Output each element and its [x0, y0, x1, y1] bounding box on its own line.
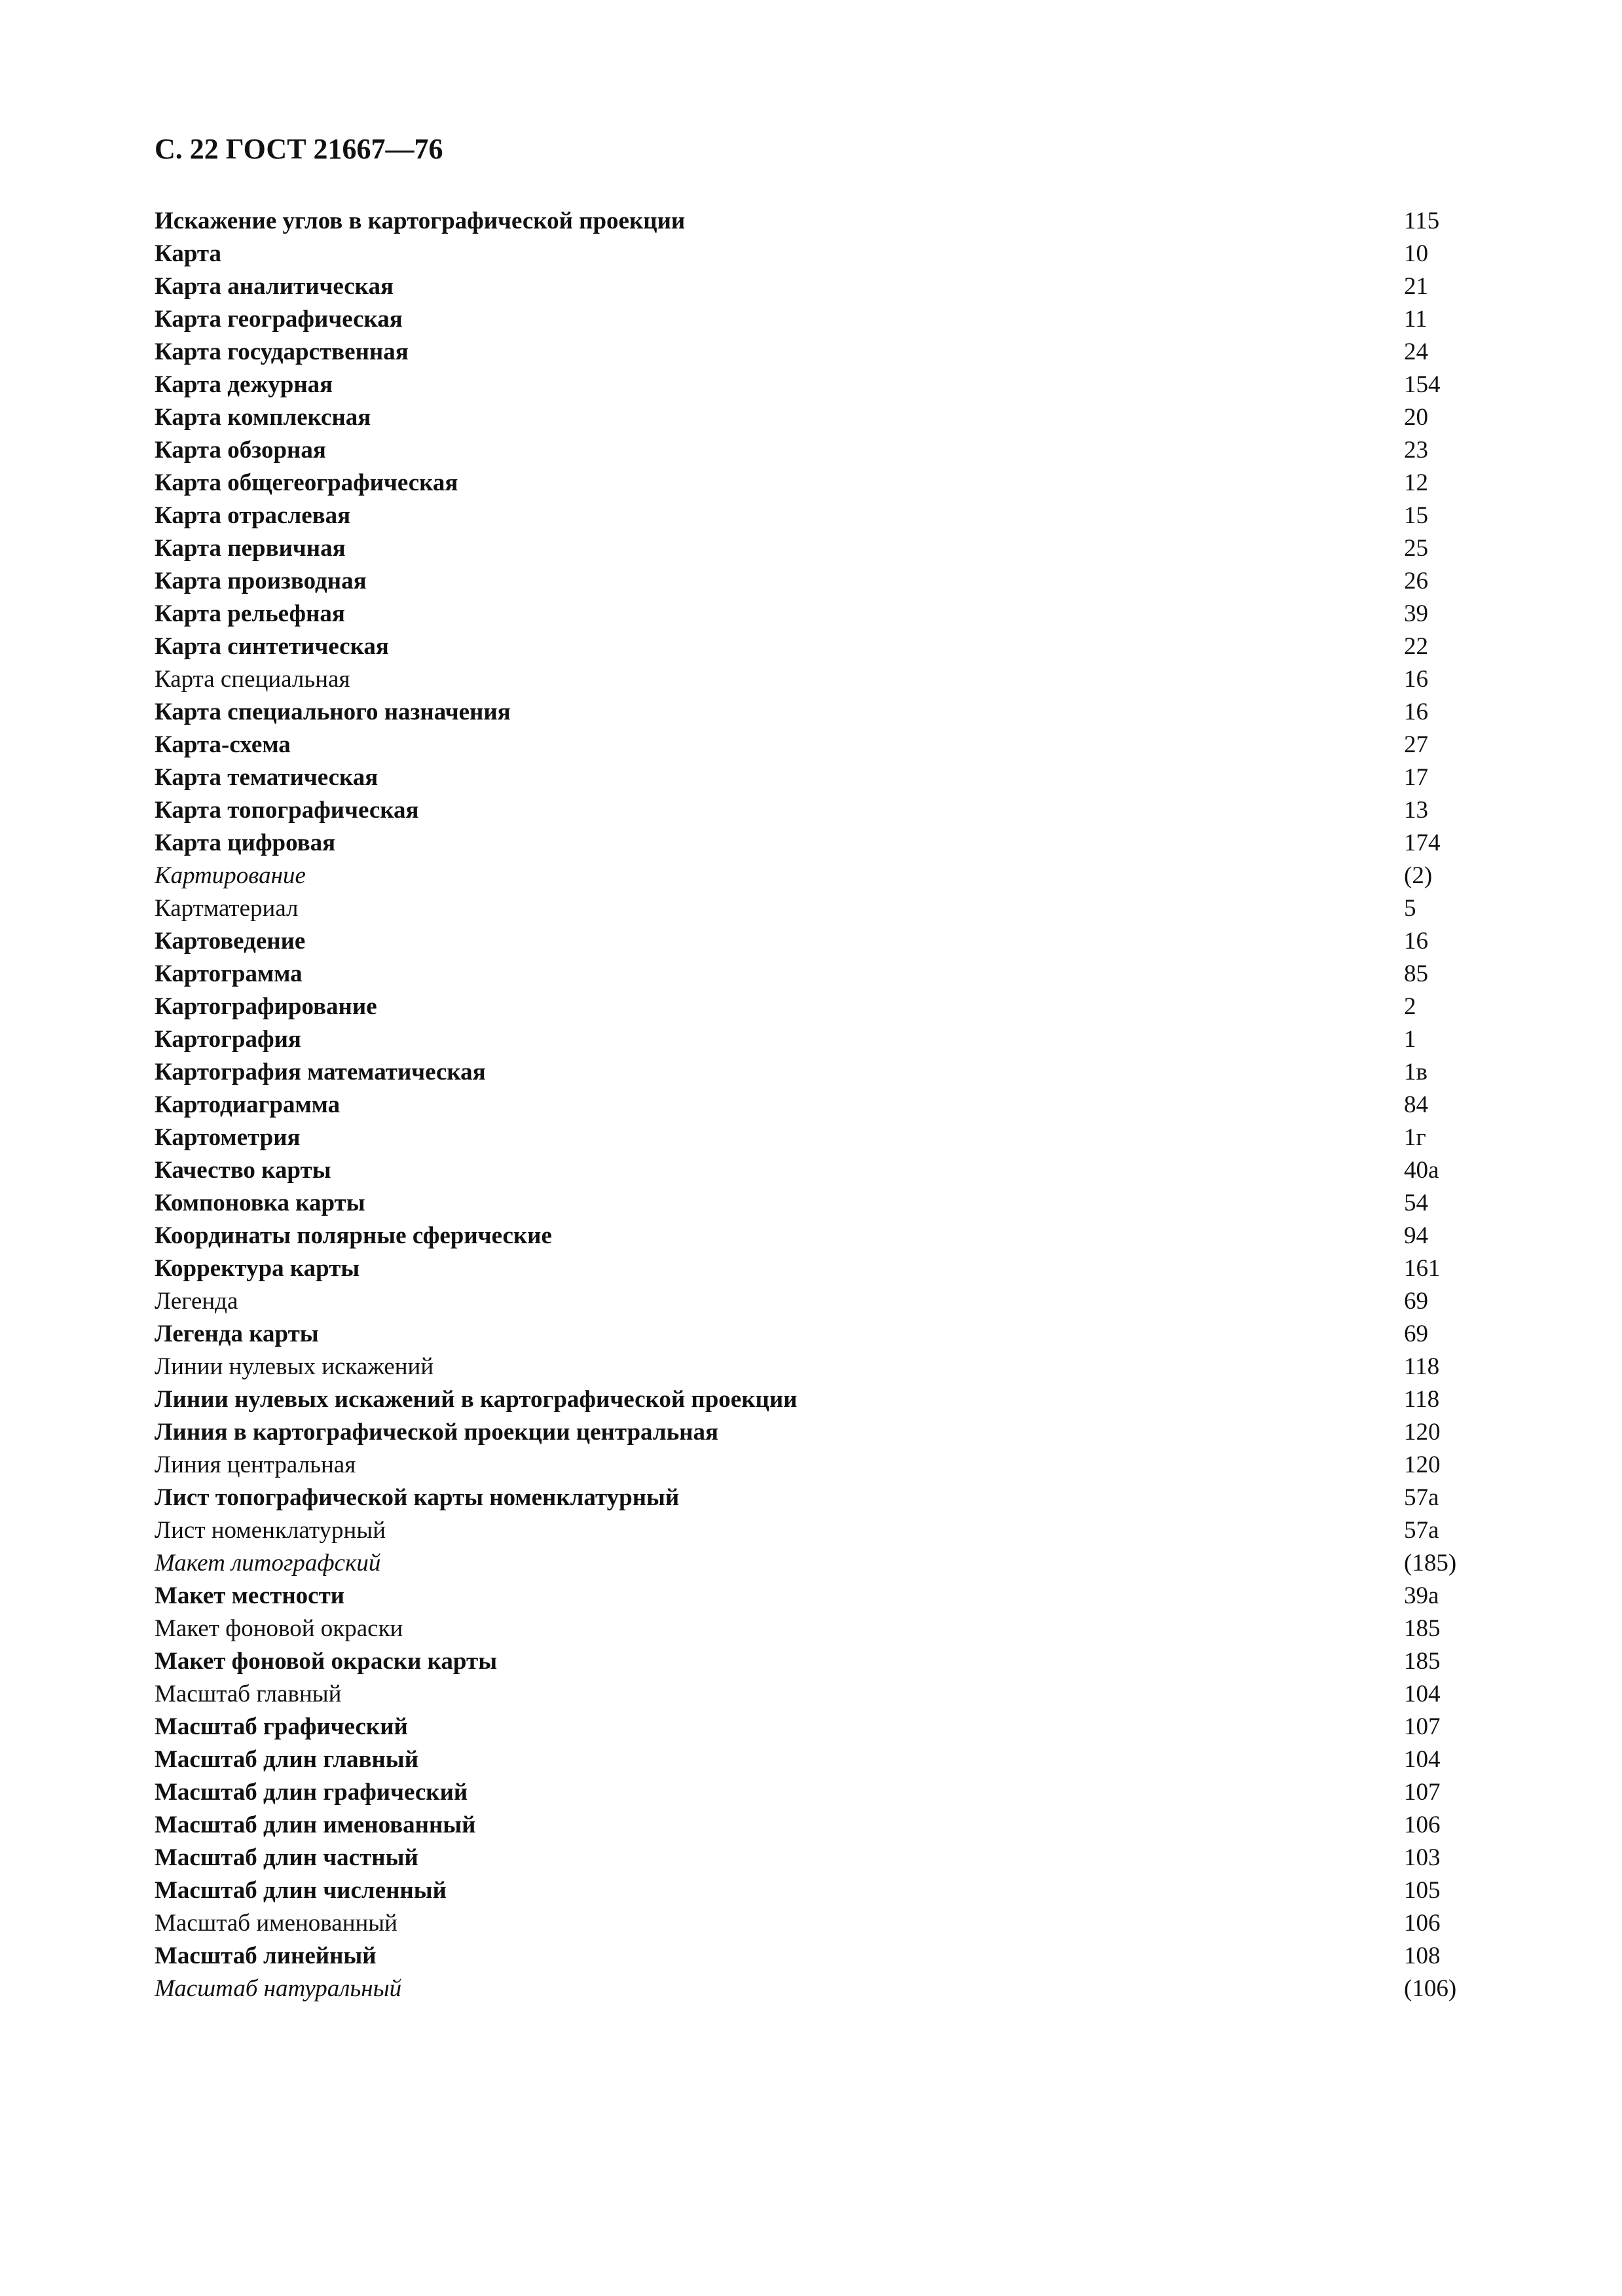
index-reference-number: 5 [1404, 895, 1416, 922]
index-entry [155, 794, 1490, 827]
index-entry [155, 925, 1490, 958]
index-reference-number: 69 [1404, 1321, 1428, 1347]
page-header: С. 22 ГОСТ 21667—76 [155, 133, 443, 165]
index-reference-number: 118 [1404, 1386, 1440, 1413]
index-reference-number: 27 [1404, 731, 1428, 758]
index-term: Карта общегеографическая [155, 469, 458, 496]
index-entry [155, 1940, 1490, 1973]
index-entry [155, 1613, 1490, 1645]
index-term: Карта специального назначения [155, 699, 511, 725]
index-entry [155, 1416, 1490, 1449]
index-entry [155, 205, 1490, 238]
index-term: Карта [155, 240, 222, 267]
index-reference-number: 120 [1404, 1419, 1441, 1446]
index-reference-number: 39 [1404, 600, 1428, 627]
index-entry [155, 1907, 1490, 1940]
index-reference-number: 107 [1404, 1779, 1441, 1806]
index-entry [155, 467, 1490, 500]
index-reference-number: 16 [1404, 928, 1428, 955]
index-reference-number: 120 [1404, 1451, 1441, 1478]
index-term: Картография [155, 1026, 301, 1053]
index-reference-number: (185) [1404, 1550, 1457, 1576]
index-reference-number: 103 [1404, 1844, 1441, 1871]
index-entry [155, 1514, 1490, 1547]
index-reference-number: (2) [1404, 862, 1433, 889]
index-term: Карта тематическая [155, 764, 378, 791]
index-entry [155, 1351, 1490, 1383]
index-term: Масштаб главный [155, 1681, 342, 1707]
index-term: Картматериал [155, 895, 299, 922]
index-entry [155, 270, 1490, 303]
index-term: Макет фоновой окраски карты [155, 1648, 498, 1675]
index-entry [155, 1121, 1490, 1154]
index-entry [155, 1482, 1490, 1514]
index-term: Линия в картографической проекции центральная [155, 1419, 719, 1446]
index-term: Картографирование [155, 993, 377, 1020]
index-term: Качество карты [155, 1157, 331, 1184]
index-reference-number: 24 [1404, 338, 1428, 365]
index-reference-number: 161 [1404, 1255, 1441, 1282]
index-entry [155, 1743, 1490, 1776]
index-entry [155, 696, 1490, 729]
index-entry [155, 1318, 1490, 1351]
index-entry [155, 532, 1490, 565]
index-term: Легенда карты [155, 1321, 319, 1347]
index-entry [155, 336, 1490, 369]
index-term: Карта топографическая [155, 797, 419, 824]
index-entry [155, 1154, 1490, 1187]
index-entry [155, 238, 1490, 270]
index-entry [155, 1023, 1490, 1056]
index-reference-number: 1в [1404, 1059, 1428, 1085]
index-term: Масштаб именованный [155, 1910, 397, 1937]
index-reference-number: 40а [1404, 1157, 1439, 1184]
index-term: Масштаб линейный [155, 1942, 377, 1969]
index-reference-number: 107 [1404, 1713, 1441, 1740]
index-entry [155, 1089, 1490, 1121]
index-entry [155, 1285, 1490, 1318]
index-reference-number: 20 [1404, 404, 1428, 431]
index-term: Картография математическая [155, 1059, 486, 1085]
index-entry [155, 1678, 1490, 1711]
index-entry [155, 1973, 1490, 2005]
index-term: Масштаб длин численный [155, 1877, 447, 1904]
index-reference-number: 15 [1404, 502, 1428, 529]
index-term: Карта первичная [155, 535, 346, 562]
index-entry [155, 1220, 1490, 1252]
index-term: Карта государственная [155, 338, 409, 365]
index-reference-number: 13 [1404, 797, 1428, 824]
index-reference-number: 1 [1404, 1026, 1416, 1053]
index-term: Карта отраслевая [155, 502, 351, 529]
index-reference-number: 104 [1404, 1681, 1441, 1707]
index-entry [155, 1252, 1490, 1285]
index-term: Картограмма [155, 960, 303, 987]
index-term: Лист топографической карты номенклатурный [155, 1484, 680, 1511]
index-reference-number: 154 [1404, 371, 1441, 398]
index-term: Макет местности [155, 1582, 345, 1609]
index-entry [155, 991, 1490, 1023]
index-term: Линия центральная [155, 1451, 356, 1478]
index-term: Легенда [155, 1288, 238, 1315]
index-entry [155, 434, 1490, 467]
index-reference-number: 94 [1404, 1222, 1428, 1249]
index-entry [155, 827, 1490, 860]
index-reference-number: 26 [1404, 568, 1428, 594]
index-entry [155, 369, 1490, 401]
index-term: Масштаб длин главный [155, 1746, 419, 1773]
index-reference-number: 39а [1404, 1582, 1439, 1609]
index-term: Масштаб длин графический [155, 1779, 468, 1806]
index-entry [155, 729, 1490, 761]
index-reference-number: 85 [1404, 960, 1428, 987]
index-term: Масштаб длин частный [155, 1844, 418, 1871]
index-reference-number: 54 [1404, 1190, 1428, 1216]
index-entry [155, 565, 1490, 598]
index-entry [155, 401, 1490, 434]
index-reference-number: 69 [1404, 1288, 1428, 1315]
index-entry [155, 1449, 1490, 1482]
index-reference-number: 16 [1404, 699, 1428, 725]
index-entry [155, 303, 1490, 336]
index-entry [155, 1711, 1490, 1743]
index-reference-number: 12 [1404, 469, 1428, 496]
index-term: Карта-схема [155, 731, 291, 758]
index-term: Карта производная [155, 568, 367, 594]
index-entry [155, 1874, 1490, 1907]
index-term: Картирование [155, 862, 306, 889]
index-entry [155, 630, 1490, 663]
index-reference-number: 106 [1404, 1910, 1441, 1937]
index-term: Макет литографский [155, 1550, 381, 1576]
index-entry [155, 598, 1490, 630]
index-reference-number: 118 [1404, 1353, 1440, 1380]
index-term: Масштаб натуральный [155, 1975, 402, 2002]
index-reference-number: 57а [1404, 1484, 1439, 1511]
index-reference-number: 25 [1404, 535, 1428, 562]
index-reference-number: 174 [1404, 829, 1441, 856]
index-entry [155, 1842, 1490, 1874]
index-entry [155, 1580, 1490, 1613]
index-entry [155, 860, 1490, 892]
index-reference-number: 104 [1404, 1746, 1441, 1773]
index-entry [155, 1547, 1490, 1580]
index-reference-number: 2 [1404, 993, 1416, 1020]
index-term: Лист номенклатурный [155, 1517, 386, 1544]
index-term: Линии нулевых искажений в картографической проекции [155, 1386, 798, 1413]
index-entry [155, 1383, 1490, 1416]
index-term: Карта аналитическая [155, 273, 394, 300]
index-entry [155, 1809, 1490, 1842]
index-term: Масштаб графический [155, 1713, 408, 1740]
index-term: Картодиаграмма [155, 1091, 341, 1118]
index-entry [155, 958, 1490, 991]
index-reference-number: 185 [1404, 1648, 1441, 1675]
index-term: Искажение углов в картографической проекции [155, 208, 686, 234]
index-term: Компоновка карты [155, 1190, 365, 1216]
index-entry [155, 1776, 1490, 1809]
index-entry [155, 1056, 1490, 1089]
index-term: Координаты полярные сферические [155, 1222, 552, 1249]
index-term: Картоведение [155, 928, 306, 955]
index-term: Карта синтетическая [155, 633, 389, 660]
index-reference-number: 105 [1404, 1877, 1441, 1904]
index-entry [155, 761, 1490, 794]
index-term: Линии нулевых искажений [155, 1353, 434, 1380]
index-reference-number: 115 [1404, 208, 1440, 234]
index-reference-number: 11 [1404, 306, 1428, 333]
alphabetical-index [155, 205, 1490, 2005]
index-reference-number: 1г [1404, 1124, 1426, 1151]
index-term: Картометрия [155, 1124, 301, 1151]
index-reference-number: 17 [1404, 764, 1428, 791]
index-term: Карта обзорная [155, 437, 326, 464]
index-term: Карта географическая [155, 306, 403, 333]
index-reference-number: 10 [1404, 240, 1428, 267]
index-reference-number: 108 [1404, 1942, 1441, 1969]
index-reference-number: 84 [1404, 1091, 1428, 1118]
index-entry [155, 1645, 1490, 1678]
index-term: Карта цифровая [155, 829, 336, 856]
index-reference-number: 57а [1404, 1517, 1439, 1544]
index-term: Карта рельефная [155, 600, 345, 627]
index-reference-number: (106) [1404, 1975, 1457, 2002]
index-reference-number: 16 [1404, 666, 1428, 693]
index-term: Корректура карты [155, 1255, 360, 1282]
index-entry [155, 892, 1490, 925]
index-entry [155, 500, 1490, 532]
index-term: Карта специальная [155, 666, 350, 693]
index-entry [155, 1187, 1490, 1220]
index-entry [155, 663, 1490, 696]
index-reference-number: 185 [1404, 1615, 1441, 1642]
index-term: Макет фоновой окраски [155, 1615, 403, 1642]
index-reference-number: 23 [1404, 437, 1428, 464]
index-term: Карта дежурная [155, 371, 333, 398]
index-reference-number: 106 [1404, 1812, 1441, 1838]
index-term: Масштаб длин именованный [155, 1812, 476, 1838]
index-term: Карта комплексная [155, 404, 371, 431]
index-reference-number: 22 [1404, 633, 1428, 660]
index-reference-number: 21 [1404, 273, 1428, 300]
